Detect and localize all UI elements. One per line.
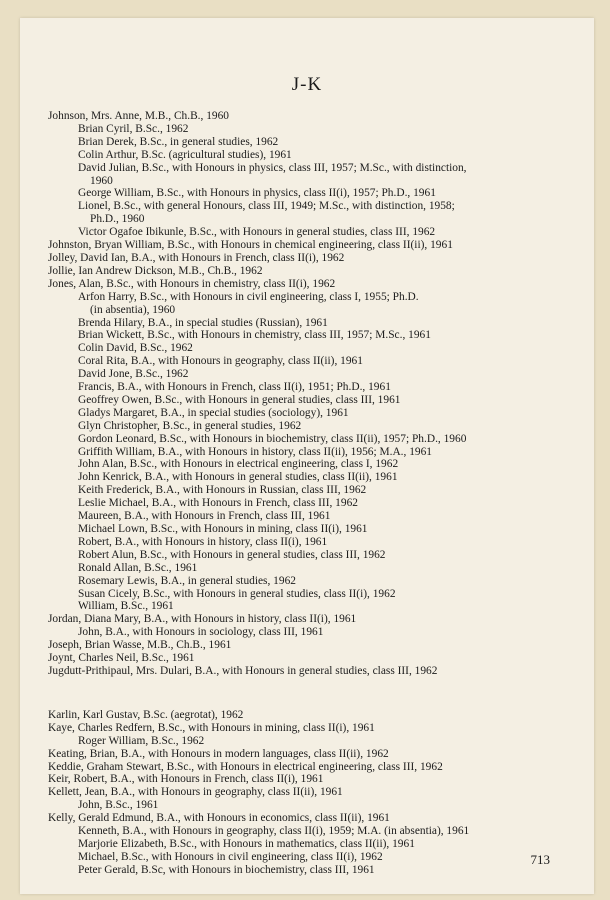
entry-line: Ronald Allan, B.Sc., 1961 (78, 561, 198, 574)
entry-line: Susan Cicely, B.Sc., with Honours in general studies, class II(i), 1962 (78, 587, 396, 600)
entry-line: David Jone, B.Sc., 1962 (78, 368, 189, 381)
entry-line: Peter Gerald, B.Sc, with Honours in biochemistry, class III, 1961 (78, 863, 375, 876)
entry-line: Francis, B.A., with Honours in French, class II(i), 1951; Ph.D., 1961 (78, 381, 391, 394)
entry-line: Brian Wickett, B.Sc., with Honours in chemistry, class III, 1957; M.Sc., 1961 (78, 329, 431, 342)
book-page (20, 18, 594, 894)
entry-line: John Kenrick, B.A., with Honours in general studies, class II(ii), 1961 (78, 471, 398, 484)
entry-line: Roger William, B.Sc., 1962 (78, 734, 205, 747)
section-gap (48, 678, 564, 709)
entry-line: Colin David, B.Sc., 1962 (78, 342, 193, 355)
entry-line: John Alan, B.Sc., with Honours in electrical engineering, class I, 1962 (78, 458, 399, 471)
entry-line: Kellett, Jean, B.A., with Honours in geography, class II(ii), 1961 (48, 786, 343, 799)
entry-line: Michael Lown, B.Sc., with Honours in mining, class II(i), 1961 (78, 523, 368, 535)
entry-line: John, B.Sc., 1961 (78, 799, 159, 812)
entry-line: Karlin, Karl Gustav, B.Sc. (aegrotat), 1962 (48, 708, 244, 721)
entry-line: Kelly, Gerald Edmund, B.A., with Honours in economics, class II(ii), 1961 (48, 812, 390, 825)
entry-line: Keating, Brian, B.A., with Honours in modern languages, class II(ii), 1962 (48, 747, 389, 760)
page-number: 713 (530, 852, 550, 867)
entry-line: 1960 (90, 174, 113, 187)
entry-line: Michael, B.Sc., with Honours in civil engineering, class II(i), 1962 (78, 850, 383, 863)
entry-line: Joynt, Charles Neil, B.Sc., 1961 (48, 652, 195, 665)
entry-line: Jordan, Diana Mary, B.A., with Honours in history, class II(i), 1961 (48, 613, 357, 626)
register-entries (48, 110, 564, 877)
entry-line: Griffith William, B.A., with Honours in history, class II(ii), 1956; M.A., 1961 (78, 445, 432, 458)
entry-line: Kenneth, B.A., with Honours in geography, class II(i), 1959; M.A. (in absentia), 1961 (78, 825, 470, 838)
entry-line: (in absentia), 1960 (90, 303, 176, 316)
entry-line: Kaye, Charles Redfern, B.Sc., with Honours in mining, class II(i), 1961 (48, 721, 375, 734)
entry-line: Keddie, Graham Stewart, B.Sc., with Honours in electrical engineering, class III, 1962 (48, 760, 443, 773)
entry-line: Gladys Margaret, B.A., in special studies (sociology), 1961 (78, 406, 349, 419)
entry-line: Lionel, B.Sc., with general Honours, class III, 1949; M.Sc., with distinction, 1958; (78, 200, 455, 213)
entry-line: Geoffrey Owen, B.Sc., with Honours in general studies, class III, 1961 (78, 393, 401, 406)
entry-line: Ph.D., 1960 (90, 213, 145, 226)
entry-line: Robert Alun, B.Sc., with Honours in general studies, class III, 1962 (78, 548, 386, 561)
entry-line: Maureen, B.A., with Honours in French, class III, 1961 (78, 510, 331, 523)
entry-line: Joseph, Brian Wasse, M.B., Ch.B., 1961 (48, 639, 232, 652)
entry-line: Victor Ogafoe Ibikunle, B.Sc., with Honours in general studies, class III, 1962 (78, 226, 436, 239)
entry-line: Keith Frederick, B.A., with Honours in Russian, class III, 1962 (78, 484, 367, 497)
entry-line: Leslie Michael, B.A., with Honours in French, class III, 1962 (78, 497, 358, 510)
entry-line: Jugdutt-Prithipaul, Mrs. Dulari, B.A., with Honours in general studies, class III, 1962 (48, 664, 438, 677)
entry-line: Glyn Christopher, B.Sc., in general studies, 1962 (78, 419, 302, 432)
entry-line: George William, B.Sc., with Honours in physics, class II(i), 1957; Ph.D., 1961 (78, 187, 436, 200)
entry-line: Robert, B.A., with Honours in history, class II(i), 1961 (78, 535, 328, 548)
entry-line: John, B.A., with Honours in sociology, class III, 1961 (78, 626, 324, 639)
entry-line: Colin Arthur, B.Sc. (agricultural studies), 1961 (78, 148, 292, 161)
entry-line: Jollie, Ian Andrew Dickson, M.B., Ch.B., 1962 (48, 264, 263, 277)
entry-line: Johnson, Mrs. Anne, M.B., Ch.B., 1960 (48, 110, 230, 122)
entry-line: Jolley, David Ian, B.A., with Honours in French, class II(i), 1962 (48, 251, 345, 264)
entry-line: David Julian, B.Sc., with Honours in physics, class III, 1957; M.Sc., with distinction, (78, 161, 467, 174)
entry-line: Coral Rita, B.A., with Honours in geography, class II(ii), 1961 (78, 355, 363, 368)
entry-line: Rosemary Lewis, B.A., in general studies, 1962 (78, 574, 296, 587)
entry-line: Keir, Robert, B.A., with Honours in French, class II(i), 1961 (48, 773, 324, 786)
entry-line: Arfon Harry, B.Sc., with Honours in civil engineering, class I, 1955; Ph.D. (78, 290, 419, 303)
entry-line: Brenda Hilary, B.A., in special studies (Russian), 1961 (78, 316, 328, 329)
entry-line: Johnston, Bryan William, B.Sc., with Honours in chemical engineering, class II(ii), 1961 (48, 239, 453, 252)
entry-line: Jones, Alan, B.Sc., with Honours in chemistry, class II(i), 1962 (48, 277, 336, 290)
entry-line: William, B.Sc., 1961 (78, 600, 174, 613)
entry-line: Brian Derek, B.Sc., in general studies, 1962 (78, 135, 279, 148)
entry-line: Brian Cyril, B.Sc., 1962 (78, 122, 189, 135)
entry-line: Marjorie Elizabeth, B.Sc., with Honours in mathematics, class II(ii), 1961 (78, 837, 415, 850)
entry-line: Gordon Leonard, B.Sc., with Honours in biochemistry, class II(ii), 1957; Ph.D., 1960 (78, 432, 467, 445)
page-header: J-K (291, 74, 323, 95)
